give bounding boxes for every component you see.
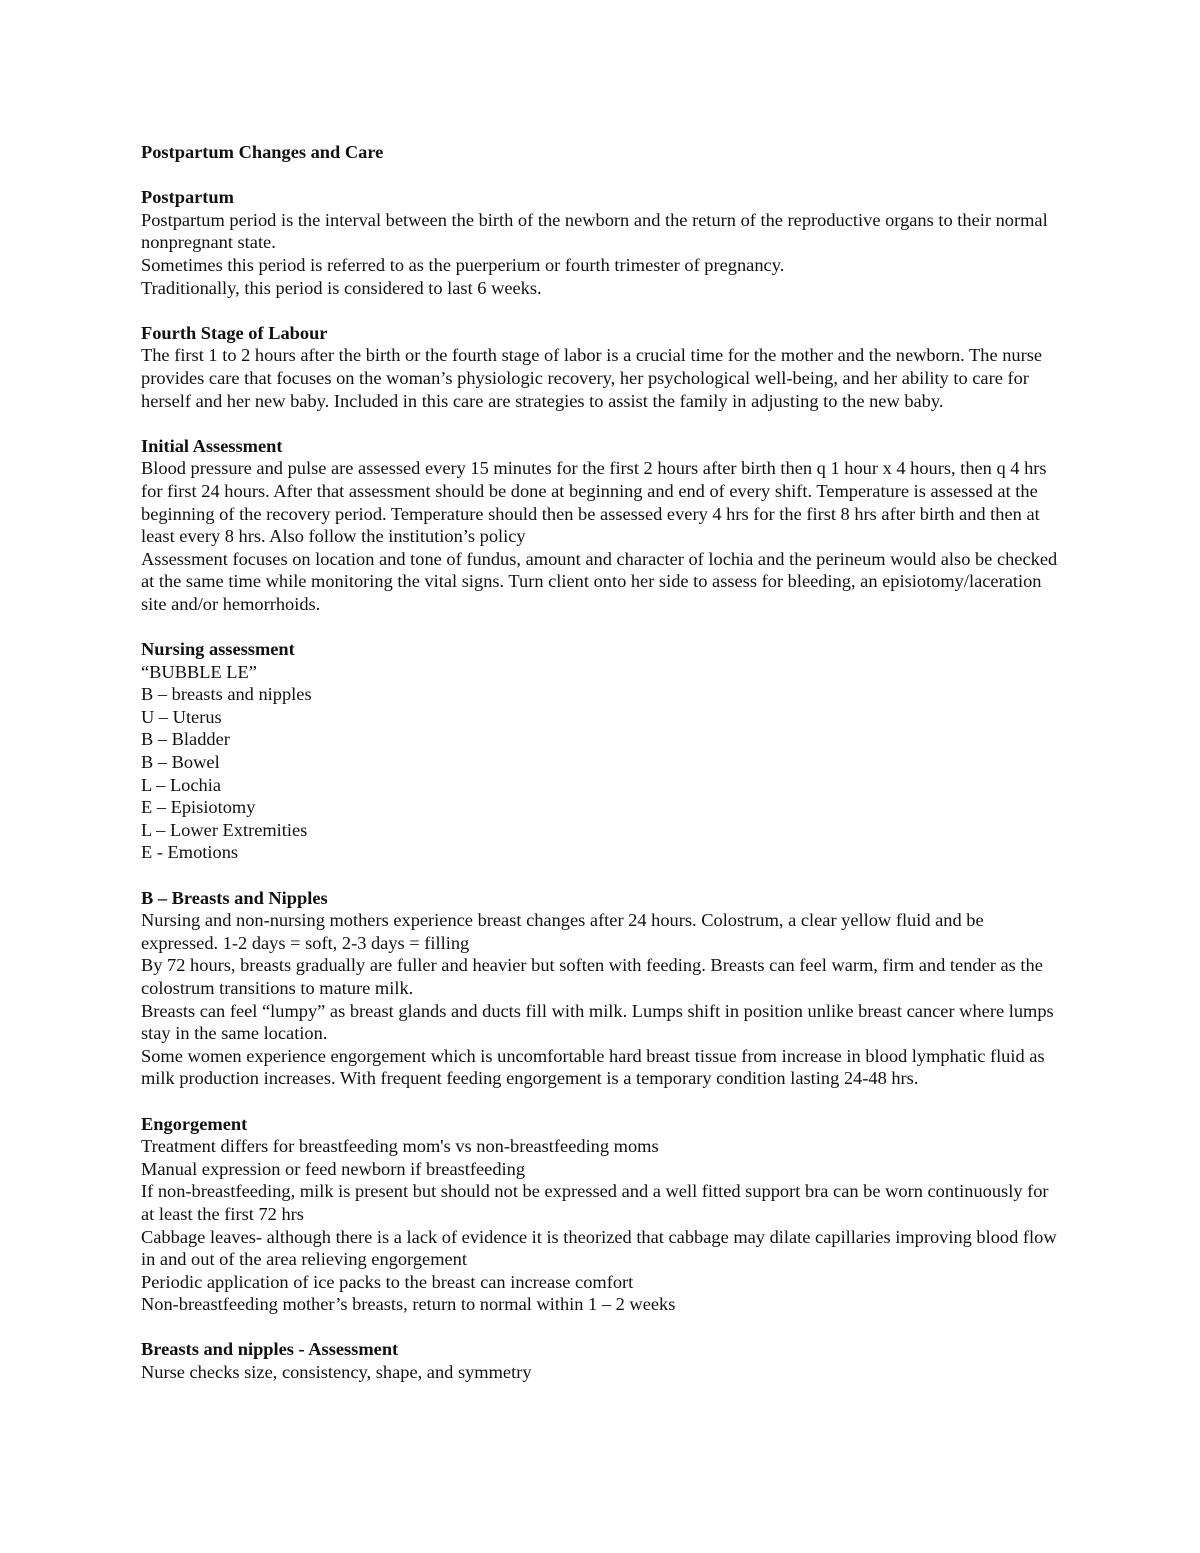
- section-heading: B – Breasts and Nipples: [141, 887, 328, 908]
- mnemonic-item: B – breasts and nipples: [141, 684, 312, 705]
- mnemonic-item: L – Lochia: [141, 774, 222, 795]
- document-page: [141, 141, 1061, 1406]
- section-engorgement: [141, 1113, 1061, 1316]
- paragraph: Breasts can feel “lumpy” as breast glands and ducts fill with milk. Lumps shift in position unlike breast cancer where lumps stay in the same location.: [141, 1000, 1054, 1044]
- paragraph: Nursing and non-nursing mothers experience breast changes after 24 hours. Colostrum, a clear yellow fluid and be expressed. 1-2 days = soft, 2-3 days = filling: [141, 910, 984, 953]
- section-heading: Nursing assessment: [141, 639, 295, 660]
- mnemonic-item: B – Bowel: [141, 752, 220, 773]
- mnemonic-item: U – Uterus: [141, 706, 222, 727]
- paragraph: Traditionally, this period is considered to last 6 weeks.: [141, 277, 542, 298]
- section-heading: Postpartum: [141, 187, 234, 208]
- section-heading: Fourth Stage of Labour: [141, 322, 328, 343]
- mnemonic-item: L – Lower Extremities: [141, 819, 308, 840]
- section-breasts-and-nipples: [141, 887, 1061, 1090]
- paragraph: Cabbage leaves- although there is a lack of evidence it is theorized that cabbage may dilate capillaries improving blood flow in and out of the area relieving engorgement: [141, 1226, 1057, 1270]
- paragraph: The first 1 to 2 hours after the birth or the fourth stage of labor is a crucial time for the mother and the newborn. The nurse provides care that focuses on the woman’s physiologic recovery, her psychological well-being, and her ability to care for herself and her new baby. Included in this care are strategies to assist the family in adjusting to the new baby.: [141, 345, 1043, 411]
- paragraph: Manual expression or feed newborn if breastfeeding: [141, 1158, 526, 1179]
- paragraph: Assessment focuses on location and tone of fundus, amount and character of lochia and the perineum would also be checked at the same time while monitoring the vital signs. Turn client onto her side to assess for bleeding, an episiotomy/laceration site and/or hemorrhoids.: [141, 548, 1058, 614]
- paragraph: If non-breastfeeding, milk is present but should not be expressed and a well fitted support bra can be worn continuously for at least the first 72 hrs: [141, 1181, 1049, 1224]
- paragraph: Treatment differs for breastfeeding mom's vs non-breastfeeding moms: [141, 1136, 659, 1157]
- paragraph: Periodic application of ice packs to the breast can increase comfort: [141, 1271, 634, 1292]
- paragraph: Non-breastfeeding mother’s breasts, return to normal within 1 – 2 weeks: [141, 1294, 676, 1315]
- mnemonic-item: E - Emotions: [141, 842, 239, 863]
- paragraph: By 72 hours, breasts gradually are fuller and heavier but soften with feeding. Breasts can feel warm, firm and tender as the colostrum transitions to mature milk.: [141, 955, 1043, 998]
- section-heading: Engorgement: [141, 1113, 248, 1134]
- section-nursing-assessment: [141, 638, 1061, 864]
- mnemonic-title: “BUBBLE LE”: [141, 661, 257, 682]
- paragraph: Nurse checks size, consistency, shape, and symmetry: [141, 1362, 532, 1383]
- section-fourth-stage-of-labour: [141, 322, 1061, 412]
- section-heading: Initial Assessment: [141, 435, 283, 456]
- paragraph: Some women experience engorgement which is uncomfortable hard breast tissue from increase in blood lymphatic fluid as milk production increases. With frequent feeding engorgement is a temporary condition lasting 24-48 hrs.: [141, 1045, 1045, 1089]
- section-heading: Breasts and nipples - Assessment: [141, 1339, 399, 1360]
- paragraph: Postpartum period is the interval between the birth of the newborn and the return of the reproductive organs to their normal nonpregnant state.: [141, 209, 1048, 253]
- document-title: Postpartum Changes and Care: [141, 142, 384, 162]
- paragraph: Blood pressure and pulse are assessed every 15 minutes for the first 2 hours after birth then q 1 hour x 4 hours, then q 4 hrs for first 24 hours. After that assessment should be done at beginning and end of every shift. Temperature is assessed at the beginning of the recovery period. Temperature should then be assessed every 4 hrs for the first 8 hrs after birth and then at least every 8 hrs. Also follow the institution’s policy: [141, 458, 1047, 547]
- mnemonic-item: E – Episiotomy: [141, 797, 256, 818]
- section-breasts-nipples-assessment: [141, 1338, 1061, 1383]
- section-initial-assessment: [141, 435, 1061, 616]
- paragraph: Sometimes this period is referred to as the puerperium or fourth trimester of pregnancy.: [141, 254, 785, 275]
- mnemonic-item: B – Bladder: [141, 729, 230, 750]
- section-postpartum: [141, 186, 1061, 299]
